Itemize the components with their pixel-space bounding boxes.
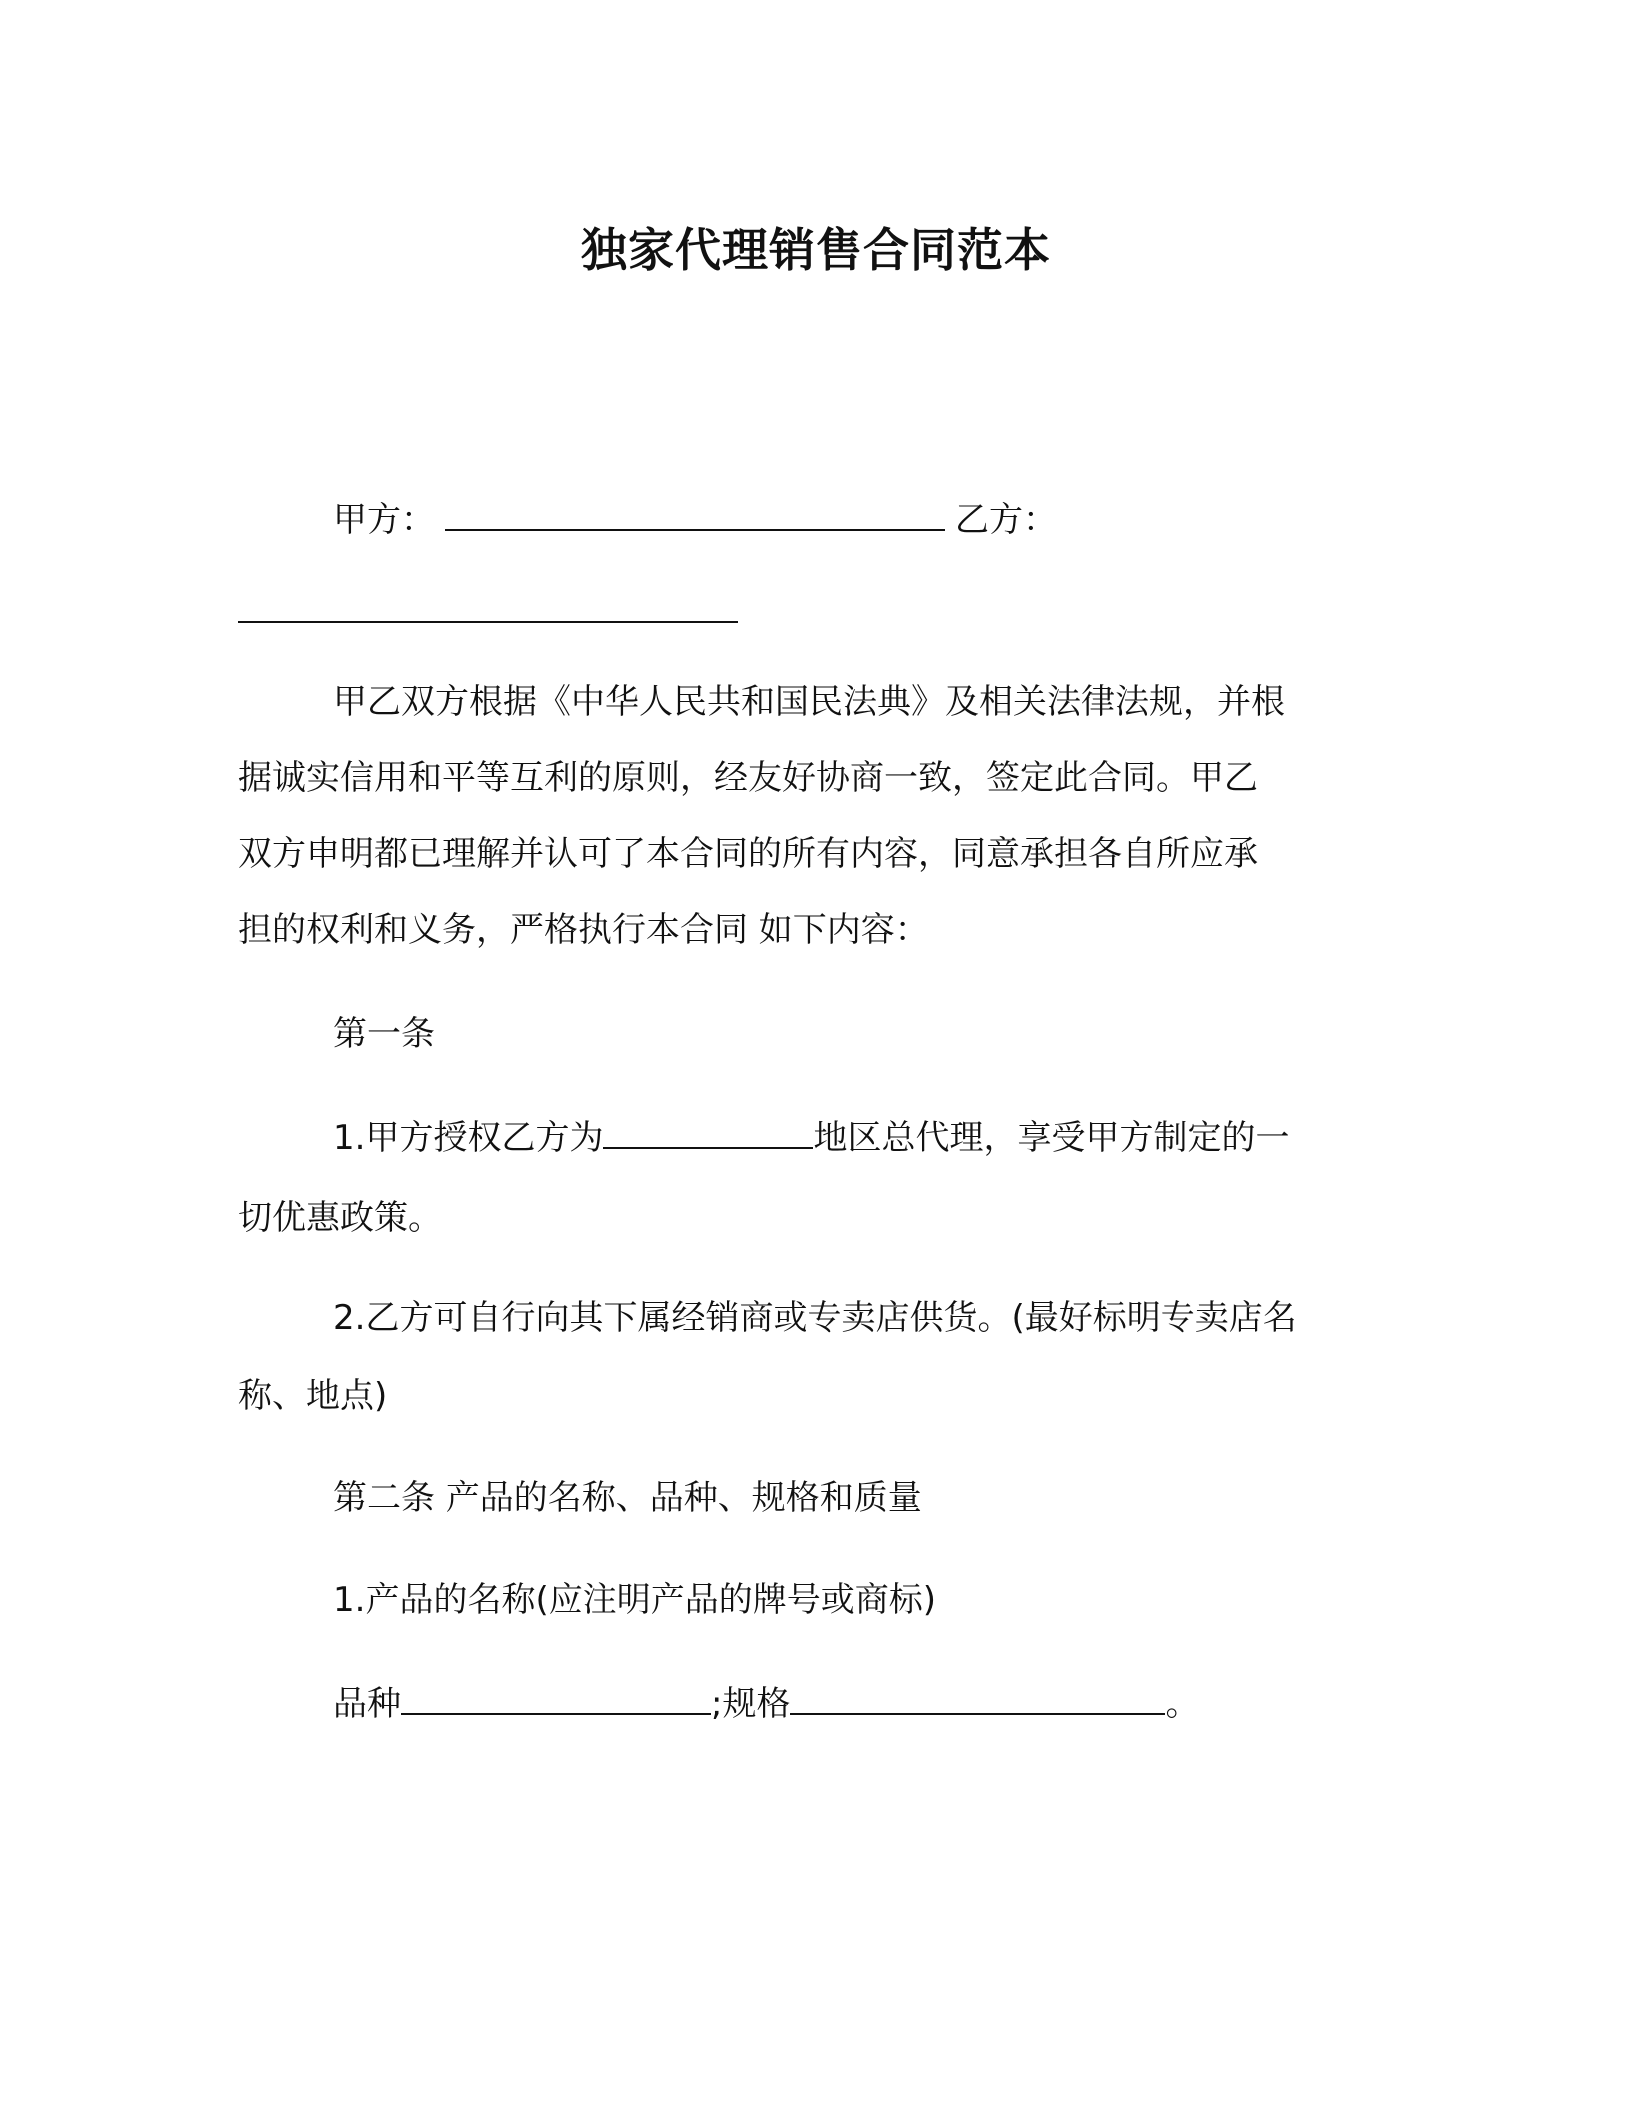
article1-item1 (333, 1116, 1289, 1160)
end-mark: 。 (1165, 1684, 1200, 1724)
article1-item2-cont: 称、地点) (238, 1376, 388, 1416)
preamble-line-3: 双方申明都已理解并认可了本合同的所有内容，同意承担各自所应承 (238, 834, 1258, 874)
region-blank (603, 1117, 813, 1149)
variety-blank (401, 1683, 711, 1715)
article2-heading: 第二条 产品的名称、品种、规格和质量 (333, 1478, 922, 1518)
party-line (333, 498, 1057, 542)
preamble-line-1: 甲乙双方根据《中华人民共和国民法典》及相关法律法规，并根 (333, 682, 1285, 722)
variety-spec-line (333, 1682, 1199, 1726)
article1-heading: 第一条 (333, 1014, 435, 1054)
document-title: 独家代理销售合同范本 (581, 223, 1051, 277)
preamble-line-2: 据诚实信用和平等互利的原则，经友好协商一致，签定此合同。甲乙 (238, 758, 1258, 798)
article1-item1-suffix: 地区总代理，享受甲方制定的一 (813, 1118, 1290, 1158)
party-b-blank-line (238, 590, 738, 634)
article1-item1-cont: 切优惠政策。 (238, 1198, 442, 1238)
preamble-line-4: 担的权利和义务，严格执行本合同 如下内容： (238, 910, 929, 950)
party-a-label: 甲方： (333, 500, 435, 540)
article1-item2: 2.乙方可自行向其下属经销商或专卖店供货。(最好标明专卖店名 (333, 1298, 1297, 1338)
article2-item1: 1.产品的名称(应注明产品的牌号或商标) (333, 1580, 936, 1620)
party-b-label: 乙方： (955, 500, 1057, 540)
party-b-blank (238, 591, 738, 623)
spec-label: ;规格 (711, 1684, 791, 1724)
spec-blank (790, 1683, 1165, 1715)
variety-label: 品种 (333, 1684, 401, 1724)
party-a-blank (445, 499, 945, 531)
article1-item1-prefix: 1.甲方授权乙方为 (333, 1118, 604, 1158)
